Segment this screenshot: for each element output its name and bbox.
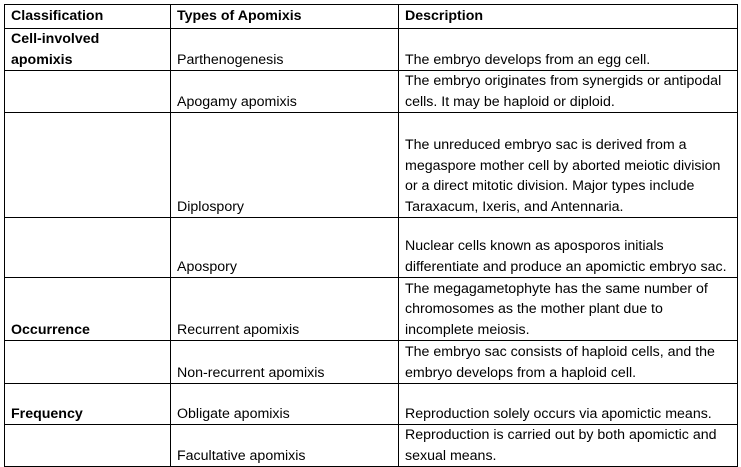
description-cell: The embryo develops from an egg cell.: [399, 29, 738, 71]
type-cell: Obligate apomixis: [171, 384, 399, 425]
description-cell: The megagametophyte has the same number of chromosomes as the mother plant due to incomplete meiosis.: [399, 278, 738, 341]
type-cell: Non-recurrent apomixis: [171, 341, 399, 384]
table-row: [5, 29, 738, 71]
description-cell: The embryo sac consists of haploid cells, and the embryo develops from a haploid cell.: [399, 341, 738, 384]
classification-cell: Occurrence: [5, 278, 171, 341]
classification-cell: Cell-involved apomixis: [5, 29, 171, 71]
type-cell: Diplospory: [171, 113, 399, 218]
table-row: [5, 341, 738, 384]
table-row: [5, 425, 738, 467]
description-cell: Nuclear cells known as aposporos initials differentiate and produce an apomictic embryo sac.: [399, 218, 738, 278]
header-row: [5, 5, 738, 29]
classification-cell: [5, 113, 171, 218]
type-cell: Apogamy apomixis: [171, 71, 399, 113]
table-row: [5, 384, 738, 425]
table-row: [5, 113, 738, 218]
classification-cell: [5, 218, 171, 278]
description-cell: Reproduction is carried out by both apomictic and sexual means.: [399, 425, 738, 467]
type-cell: Parthenogenesis: [171, 29, 399, 71]
apomixis-table: [4, 4, 738, 467]
classification-cell: [5, 341, 171, 384]
header-description: Description: [399, 5, 738, 29]
type-cell: Facultative apomixis: [171, 425, 399, 467]
classification-cell: [5, 425, 171, 467]
type-cell: Recurrent apomixis: [171, 278, 399, 341]
type-cell: Apospory: [171, 218, 399, 278]
classification-cell: [5, 71, 171, 113]
table-row: [5, 218, 738, 278]
table-row: [5, 71, 738, 113]
classification-cell: Frequency: [5, 384, 171, 425]
description-cell: Reproduction solely occurs via apomictic means.: [399, 384, 738, 425]
header-classification: Classification: [5, 5, 171, 29]
description-cell: The unreduced embryo sac is derived from a megaspore mother cell by aborted meiotic division or a direct mitotic division. Major types include Taraxacum, Ixeris, and Antennaria.: [399, 113, 738, 218]
header-types: Types of Apomixis: [171, 5, 399, 29]
table-row: [5, 278, 738, 341]
description-cell: The embryo originates from synergids or antipodal cells. It may be haploid or diploid.: [399, 71, 738, 113]
